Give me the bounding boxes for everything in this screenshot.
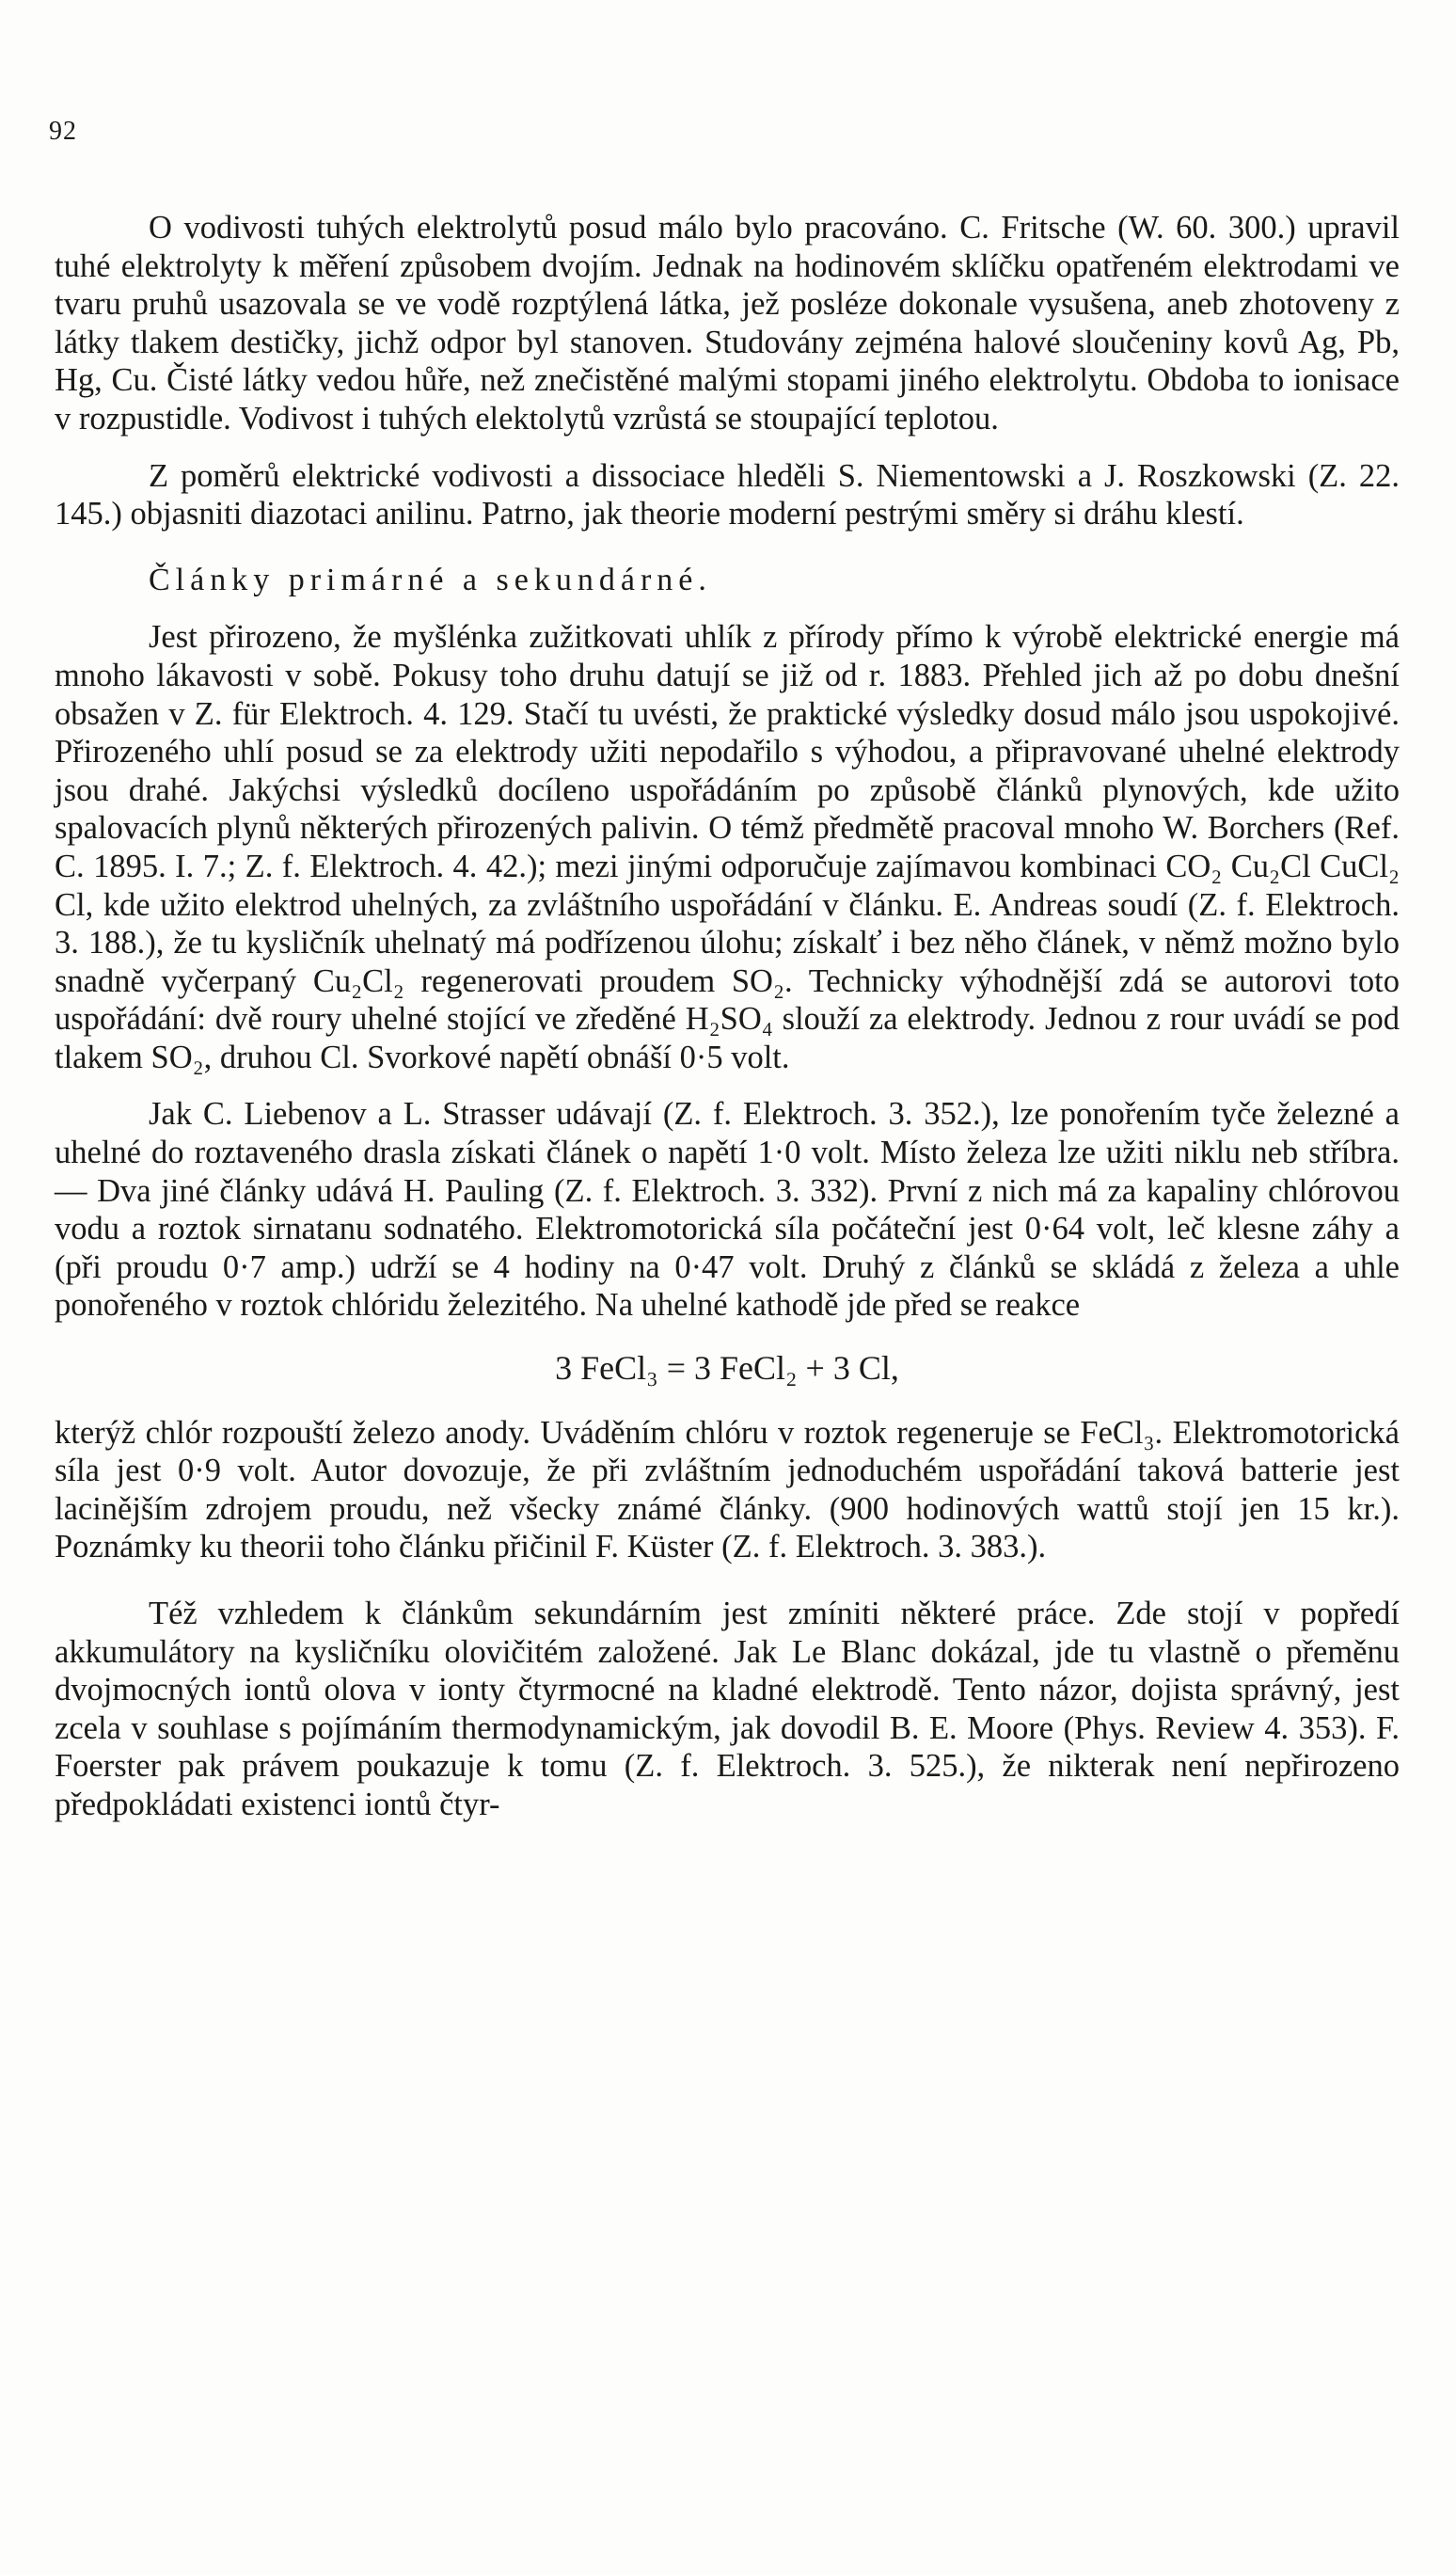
page-number: 92 xyxy=(49,117,77,146)
page-body xyxy=(55,209,1400,1824)
paragraph-solid-electrolytes: O vodivosti tuhých elektrolytů posud málo bylo pracováno. C. Fritsche (W. 60. 300.) upravil tuhé elektrolyty k měření způsobem dvojím. Jednak na hodinovém sklíčku opatřeném elektrodami ve tvaru pruhů usazovala se ve vodě rozptýlená látka, jež posléze dokonale vysušena, aneb zhotoveny z látky tlakem destičky, jichž odpor byl stanoven. Studovány zejména halové sloučeniny kovů Ag, Pb, Hg, Cu. Čisté látky vedou hůře, než znečistěné malými stopami jiného elektrolytu. Obdoba to ionisace v rozpustidle. Vodivost i tuhých elektolytů vzrůstá se stoupající teplotou. xyxy=(55,210,1400,437)
paragraph-secondary-cells: Též vzhledem k článkům sekundárním jest zmíniti některé práce. Zde stojí v popředí akkumulátory na kysličníku olovičitém založené. Jak Le Blanc dokázal, jde tu vlastně o přeměnu dvojmocných iontů olova v ionty čtyrmocné na kladné elektrodě. Tento názor, dojista správný, jest zcela v souhlase s pojímáním thermodynamickým, jak dovodil B. E. Moore (Phys. Review 4. 353). F. Foerster pak právem poukazuje k tomu (Z. f. Elektroch. 3. 525.), že nikterak není nepřirozeno předpokládati existenci iontů čtyr- xyxy=(55,1596,1400,1822)
paragraph-liebenov-strasser: Jak C. Liebenov a L. Strasser udávají (Z. f. Elektroch. 3. 352.), lze ponořením tyče železné a uhelné do roztaveného drasla získati článek o napětí 1·0 volt. Místo železa lze užiti niklu neb stříbra. — Dva jiné články udává H. Pauling (Z. f. Elektroch. 3. 332). První z nich má za kapaliny chlórovou vodu a roztok sirnatanu sodnatého. Elektromotorická síla počáteční jest 0·64 volt, leč klesne záhy a (při proudu 0·7 amp.) udrží se 4 hodiny na 0·47 volt. Druhý z článků se skládá z železa a uhle ponořeného v roztok chlóridu železitého. Na uhelné kathodě jde před se reakce xyxy=(55,1096,1400,1324)
reaction-formula: 3 FeCl₃ = 3 FeCl₂ + 3 Cl, xyxy=(555,1349,899,1388)
section-heading: Články primárné a sekundárné. xyxy=(149,562,712,597)
paragraph-primary-cells: Jest přirozeno, že myšlénka zužitkovati uhlík z přírody přímo k výrobě elektrické energie má mnoho lákavosti v sobě. Pokusy toho druhu datují se již od r. 1883. Přehled jich až po dobu dnešní obsažen v Z. für Elektroch. 4. 129. Stačí tu uvésti, že praktické výsledky dosud málo jsou uspokojivé. Přirozeného uhlí posud se za elektrody užiti nepodařilo s výhodou, a připravované uhelné elektrody jsou drahé. Jakýchsi výsledků docíleno uspořádáním po způsobě článků plynových, kde užito spalovacích plynů některých přirozených palivin. O témž předmětě pracoval mnoho W. Borchers (Ref. C. 1895. I. 7.; Z. f. Elektroch. 4. 42.); mezi jinými odporučuje zajímavou kombinaci CO₂ Cu₂Cl CuCl₂ Cl, kde užito elektrod uhelných, za zvláštního uspořádání v článku. E. Andreas soudí (Z. f. Elektroch. 3. 188.), že tu kysličník uhelnatý má podřízenou úlohu; získalť i bez něho článek, v němž možno bylo snadně vyčerpaný Cu₂Cl₂ regenerovati proudem SO₂. Technicky výhodnější zdá se autorovi toto uspořádání: dvě roury uhelné stojící ve zředěné H₂SO₄ slouží za elektrody. Jednou z rour uvádí se pod tlakem SO₂, druhou Cl. Svorkové napětí obnáší 0·5 volt. xyxy=(55,619,1400,1075)
paragraph-diazotation: Z poměrů elektrické vodivosti a dissociace hleděli S. Niementowski a J. Roszkowski (Z. 22. 145.) objasniti diazotaci anilinu. Patrno, jak theorie moderní pestrými směry si dráhu klestí. xyxy=(55,457,1400,532)
paragraph-chlorine-regeneration: kterýž chlór rozpouští železo anody. Uváděním chlóru v roztok regeneruje se FeCl₃. Elektromotorická síla jest 0·9 volt. Autor dovozuje, že při zvláštním jednoduchém uspořádání taková batterie jest lacinějším zdrojem proudu, než všecky známé články. (900 hodinových wattů stojí jen 15 kr.). Poznámky ku theorii toho článku přičinil F. Küster (Z. f. Elektroch. 3. 383.). xyxy=(55,1414,1400,1565)
